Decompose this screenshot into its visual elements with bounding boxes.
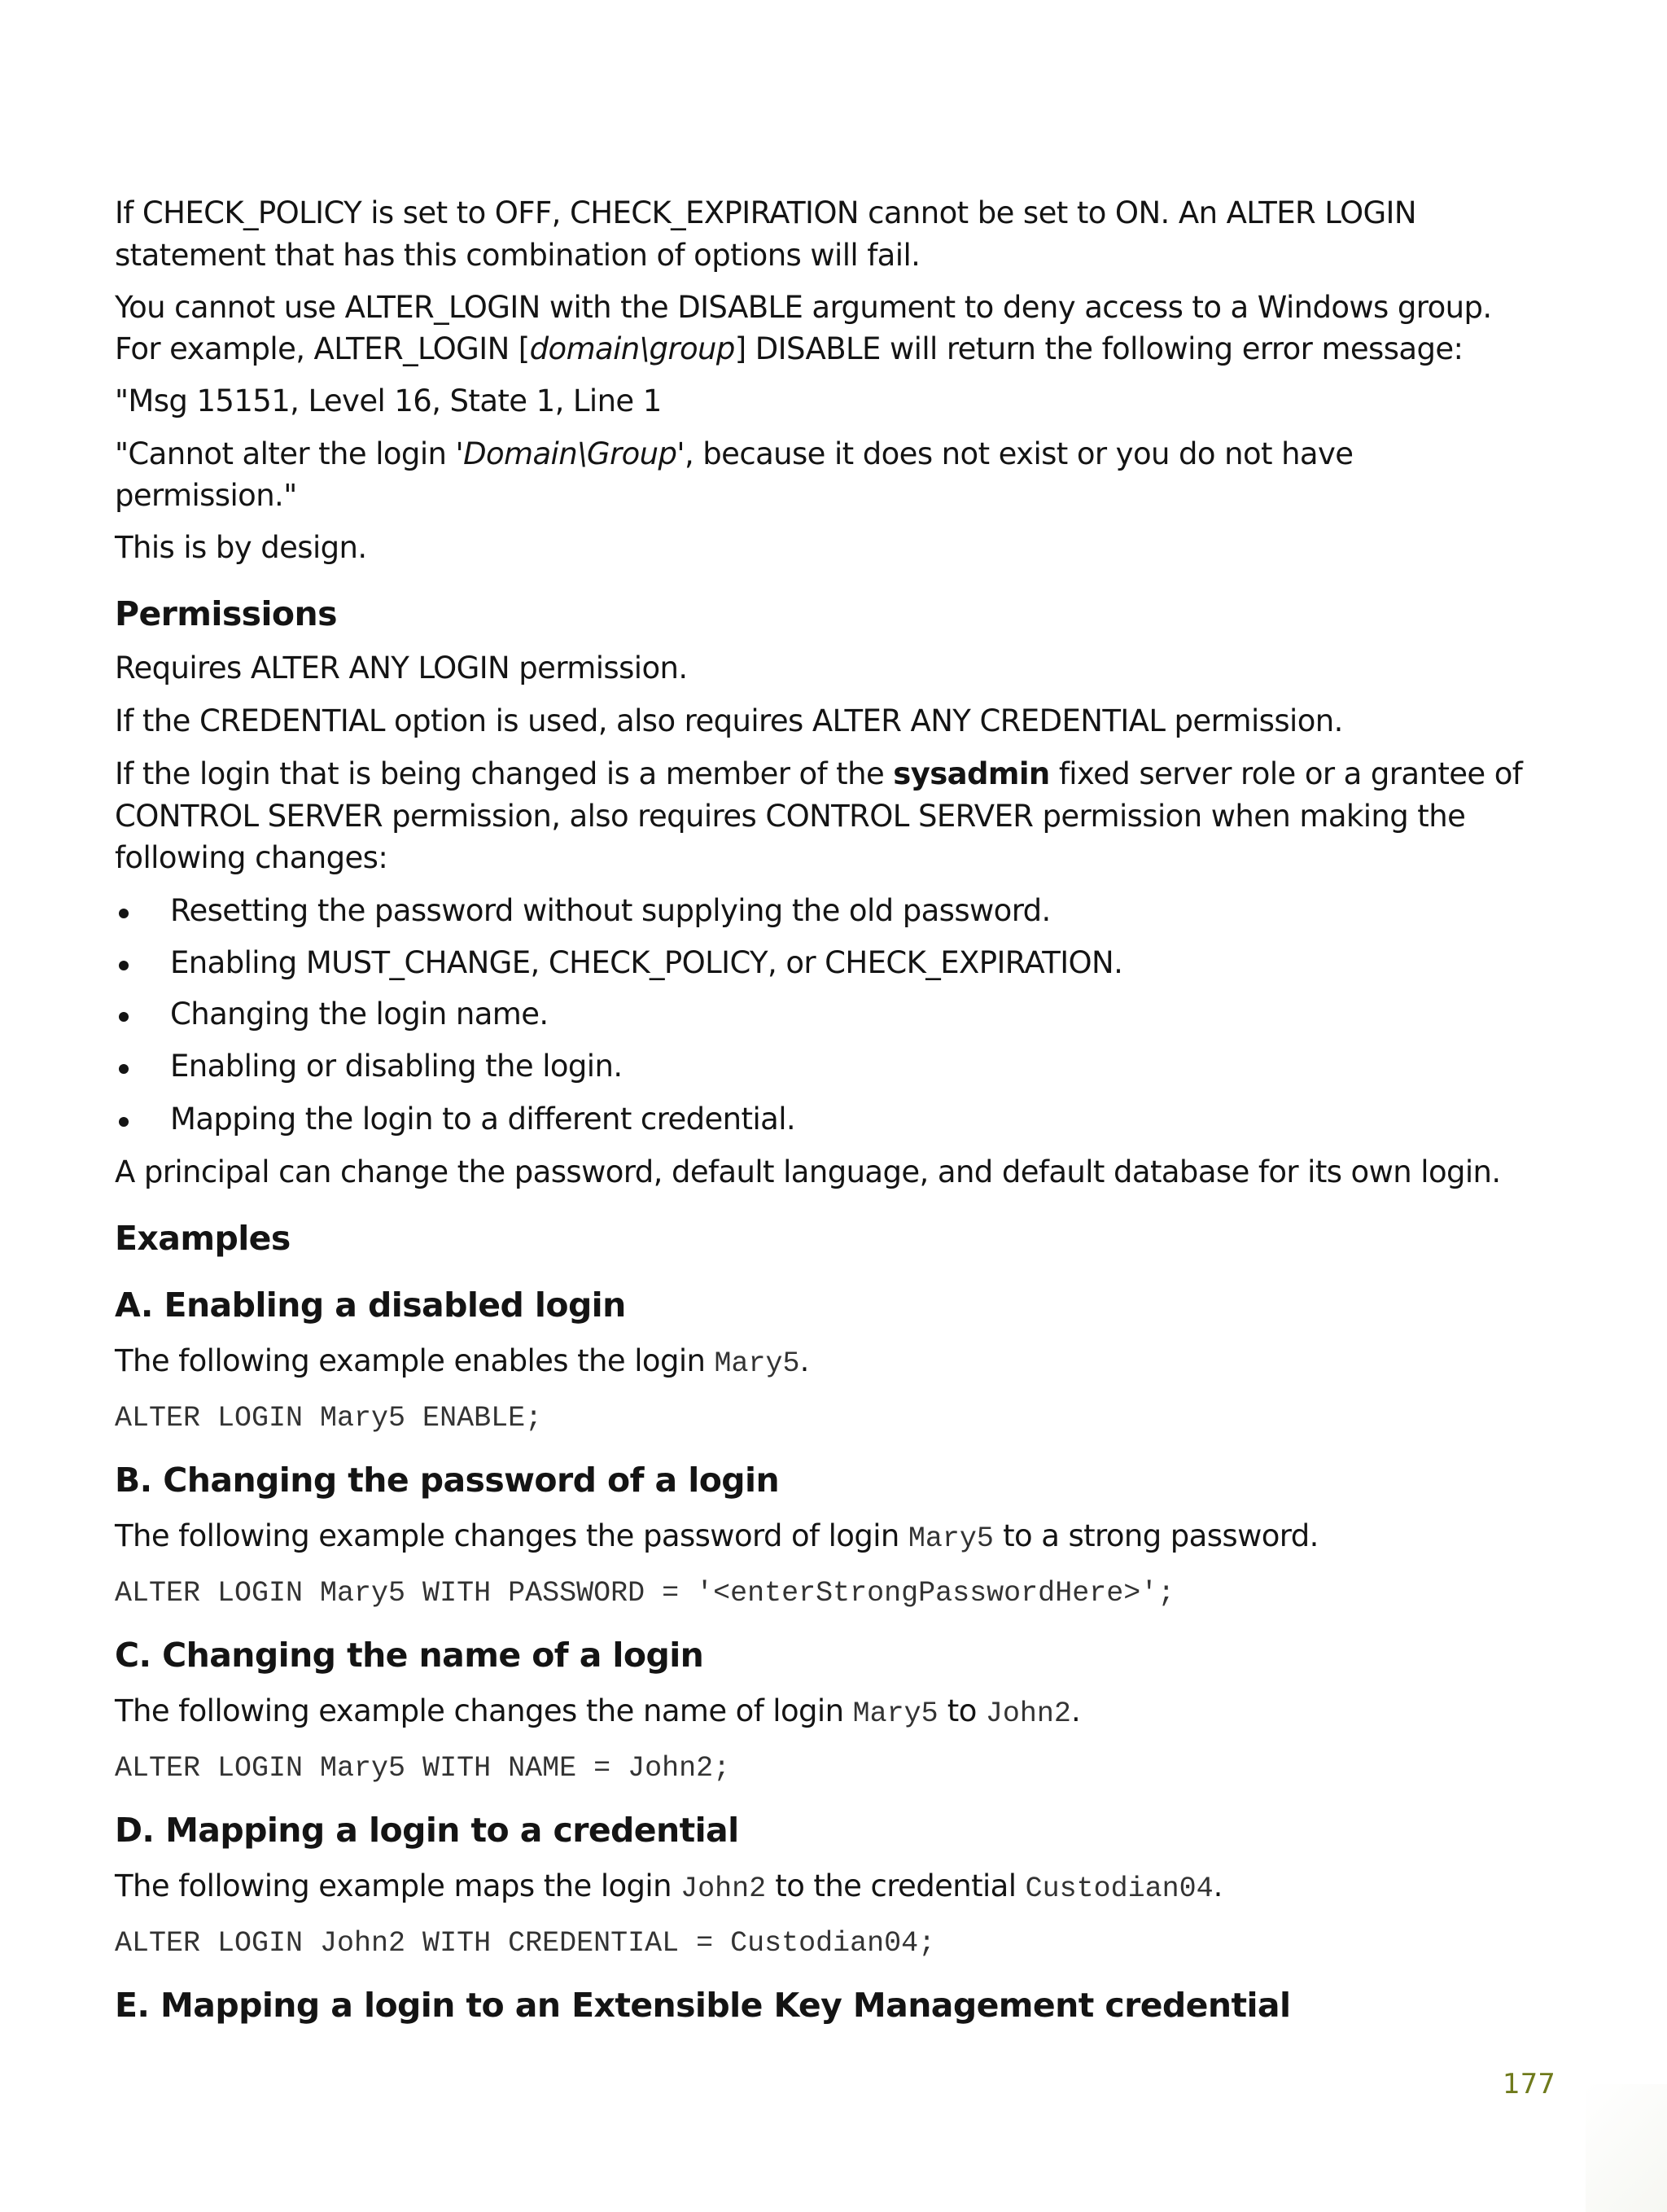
text-run: The following example changes the password of login (115, 1518, 908, 1553)
text-run: The following example changes the name of login (115, 1693, 853, 1728)
body-text: following changes: (115, 840, 388, 875)
code-sample: ALTER LOGIN Mary5 ENABLE; (115, 1402, 543, 1435)
example-heading-b: B. Changing the password of a login (115, 1461, 780, 1500)
body-text (115, 753, 1522, 795)
bullet-icon (119, 1012, 129, 1022)
example-description (115, 1340, 809, 1385)
page-corner-shade (1586, 2084, 1667, 2212)
inline-code: John2 (985, 1697, 1071, 1730)
body-text: statement that has this combination of options will fail. (115, 238, 921, 273)
inline-code: Mary5 (852, 1697, 939, 1730)
body-text (115, 328, 1463, 370)
bullet-icon (119, 1064, 129, 1074)
example-heading-a: A. Enabling a disabled login (115, 1286, 626, 1325)
body-text: You cannot use ALTER_LOGIN with the DISABLE argument to deny access to a Windows group. (115, 290, 1492, 325)
text-run: . (1070, 1693, 1081, 1728)
italic-text: domain\group (529, 331, 735, 366)
text-run: ] DISABLE will return the following error message: (734, 331, 1464, 366)
text-run: For example, ALTER_LOGIN [ (115, 331, 530, 366)
list-item: Mapping the login to a different credential. (170, 1102, 796, 1137)
error-message-line: permission." (115, 478, 297, 513)
section-heading-permissions: Permissions (115, 594, 337, 633)
code-sample: ALTER LOGIN Mary5 WITH PASSWORD = '<enterStrongPasswordHere>'; (115, 1577, 1175, 1610)
text-run: . (799, 1343, 809, 1378)
text-run: . (1213, 1868, 1223, 1903)
bullet-icon (119, 1117, 129, 1127)
body-text: CONTROL SERVER permission, also requires CONTROL SERVER permission when making the (115, 799, 1466, 834)
body-text: This is by design. (115, 530, 367, 565)
body-text: Requires ALTER ANY LOGIN permission. (115, 650, 688, 686)
bullet-icon (119, 909, 129, 918)
text-run: The following example maps the login (115, 1868, 681, 1903)
code-sample: ALTER LOGIN John2 WITH CREDENTIAL = Custodian04; (115, 1927, 936, 1960)
inline-code: Mary5 (908, 1522, 994, 1555)
error-message-line: "Msg 15151, Level 16, State 1, Line 1 (115, 383, 662, 418)
text-run: fixed server role or a grantee of (1049, 756, 1523, 791)
inline-code: Mary5 (714, 1347, 800, 1380)
code-sample: ALTER LOGIN Mary5 WITH NAME = John2; (115, 1752, 731, 1785)
example-description (115, 1865, 1223, 1910)
example-heading-e: E. Mapping a login to an Extensible Key Management credential (115, 1986, 1291, 2025)
page-number: 177 (1503, 2068, 1555, 2100)
text-run: ', because it does not exist or you do not have (676, 436, 1354, 471)
text-run: to the credential (766, 1868, 1026, 1903)
inline-code: John2 (680, 1873, 767, 1905)
text-run: If the login that is being changed is a member of the (115, 756, 894, 791)
inline-code: Custodian04 (1025, 1873, 1214, 1905)
list-item: Enabling or disabling the login. (170, 1049, 623, 1084)
text-run: to (938, 1693, 986, 1728)
section-heading-examples: Examples (115, 1219, 291, 1258)
body-text: If CHECK_POLICY is set to OFF, CHECK_EXPIRATION cannot be set to ON. An ALTER LOGIN (115, 195, 1416, 230)
body-text: A principal can change the password, default language, and default database for its own login. (115, 1154, 1501, 1189)
text-run: to a strong password. (993, 1518, 1319, 1553)
example-heading-c: C. Changing the name of a login (115, 1636, 704, 1675)
list-item: Changing the login name. (170, 996, 549, 1032)
example-heading-d: D. Mapping a login to a credential (115, 1811, 739, 1850)
list-item: Enabling MUST_CHANGE, CHECK_POLICY, or CHECK_EXPIRATION. (170, 945, 1123, 980)
italic-text: Domain\Group (463, 436, 677, 471)
error-message-line (115, 433, 1353, 475)
text-run: The following example enables the login (115, 1343, 715, 1378)
bold-text: sysadmin (893, 756, 1050, 791)
body-text: If the CREDENTIAL option is used, also requires ALTER ANY CREDENTIAL permission. (115, 703, 1343, 738)
example-description (115, 1515, 1319, 1560)
bullet-icon (119, 961, 129, 970)
example-description (115, 1690, 1080, 1735)
text-run: "Cannot alter the login ' (115, 436, 464, 471)
list-item: Resetting the password without supplying the old password. (170, 893, 1051, 928)
